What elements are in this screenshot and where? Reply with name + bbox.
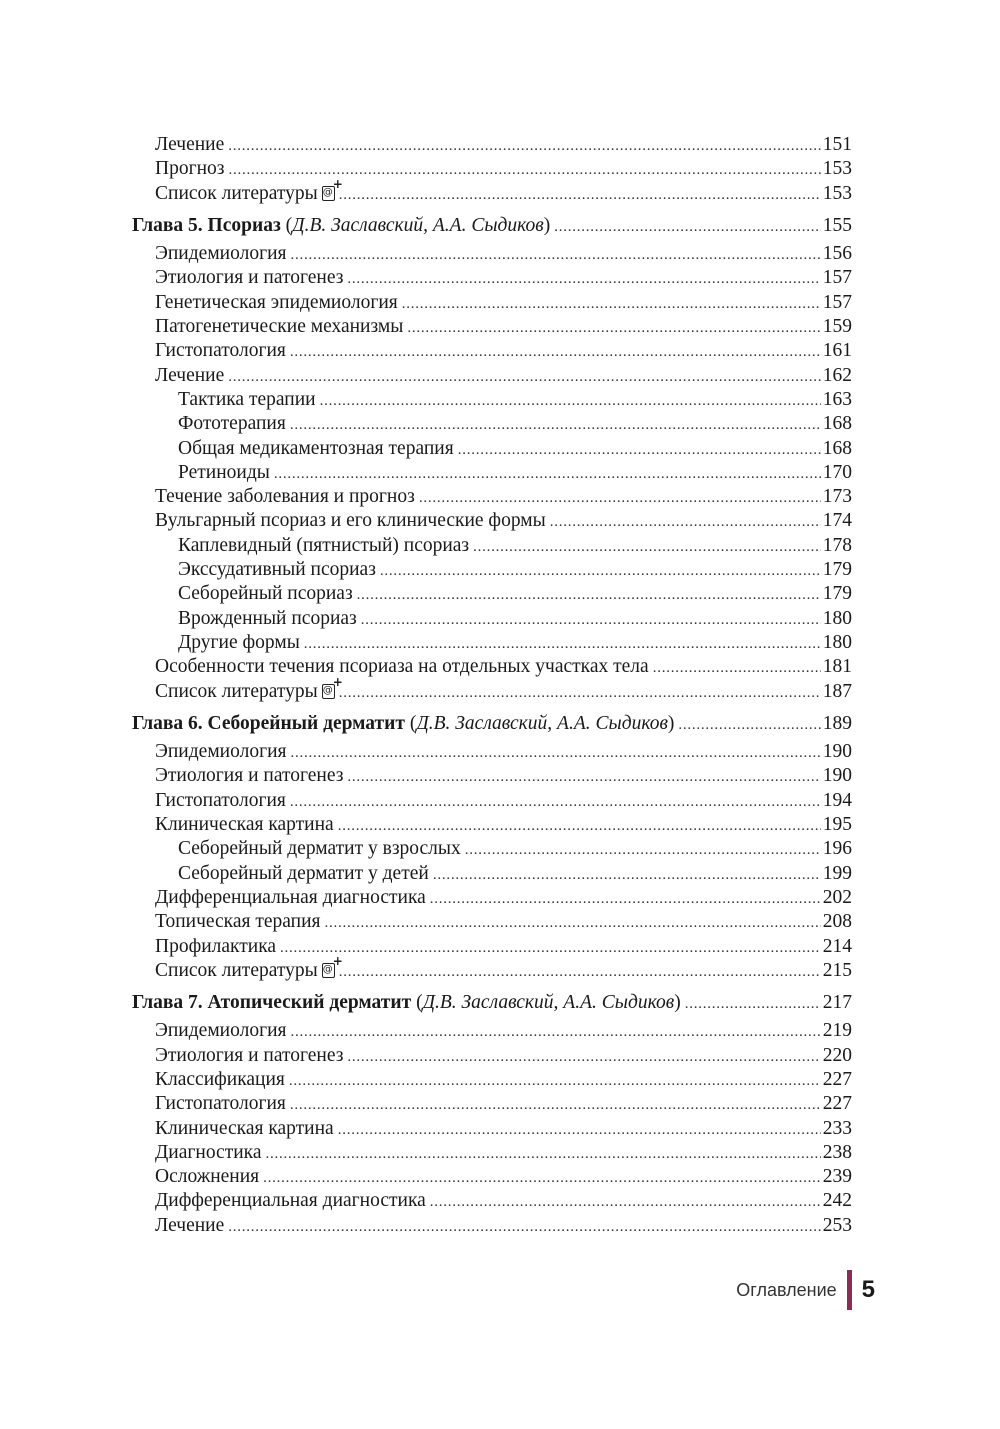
- toc-entry-title: [155, 910, 321, 934]
- dot-leader: [339, 182, 821, 207]
- section-title: Каплевидный (пятнистый) псориаз: [178, 534, 470, 556]
- section-title: Эпидемиология: [155, 243, 287, 265]
- dot-leader: [685, 991, 821, 1016]
- section-title: Прогноз: [155, 158, 225, 180]
- dot-leader: [228, 157, 820, 182]
- dot-leader: [347, 764, 820, 789]
- section-title: Список литературы: [155, 182, 318, 204]
- dot-leader: [550, 509, 821, 534]
- toc-entry-title: [155, 339, 286, 363]
- toc-entry-title: [155, 485, 415, 509]
- toc-entry[interactable]: [132, 886, 852, 910]
- toc-page-number: 233: [822, 1117, 852, 1139]
- section-title: Вульгарный псориаз и его клинические формы: [155, 510, 546, 532]
- toc-entry[interactable]: [132, 910, 852, 934]
- toc-entry-title: [155, 740, 286, 764]
- toc-page-number: 157: [822, 291, 852, 313]
- paren-open: (: [411, 992, 423, 1014]
- toc-entry[interactable]: [132, 534, 852, 558]
- toc-page-number: 157: [822, 267, 852, 289]
- toc-page-number: 189: [822, 712, 852, 734]
- toc-page-number: 238: [822, 1141, 852, 1163]
- toc-page-number: 227: [822, 1093, 852, 1115]
- section-title: Список литературы: [155, 680, 318, 702]
- chapter-authors: Д.В. Заславский, А.А. Сыдиков: [416, 712, 668, 734]
- section-title: Профилактика: [155, 935, 277, 957]
- toc-page-number: 179: [822, 583, 852, 605]
- toc-page-number: 170: [822, 461, 852, 483]
- section-title: Общая медикаментозная терапия: [178, 437, 454, 459]
- toc-page-number: 155: [822, 214, 852, 236]
- dot-leader: [407, 315, 820, 340]
- toc-entry-title: [155, 364, 224, 388]
- toc-page-number: 180: [822, 631, 852, 653]
- toc-entry[interactable]: [132, 582, 852, 606]
- toc-entry[interactable]: [132, 1141, 852, 1165]
- toc-page-number: 190: [822, 741, 852, 763]
- toc-entry[interactable]: [132, 680, 852, 704]
- dot-leader: [263, 1165, 821, 1190]
- dot-leader: [339, 959, 821, 984]
- toc-page-number: 219: [822, 1020, 852, 1042]
- section-title: Другие формы: [178, 631, 300, 653]
- toc-entry-title: [155, 886, 426, 910]
- toc-entry[interactable]: [132, 437, 852, 461]
- toc-entry[interactable]: [132, 607, 852, 631]
- dot-leader: [357, 582, 821, 607]
- toc-page-number: 239: [822, 1166, 852, 1188]
- dot-leader: [419, 485, 821, 510]
- toc-entry-title: [178, 412, 286, 436]
- toc-page-number: 161: [822, 340, 852, 362]
- toc-page-number: 253: [822, 1214, 852, 1236]
- toc-page-number: 199: [822, 862, 852, 884]
- toc-entry[interactable]: [132, 133, 852, 157]
- toc-entry[interactable]: [132, 1044, 852, 1068]
- section-title: Особенности течения псориаза на отдельных участках тела: [155, 656, 649, 678]
- dot-leader: [430, 886, 821, 911]
- dot-leader: [339, 680, 821, 705]
- toc-entry-title: [178, 582, 353, 606]
- section-title: Дифференциальная диагностика: [155, 1190, 426, 1212]
- section-title: Этиология и патогенез: [155, 1044, 344, 1066]
- toc-page-number: 202: [822, 886, 852, 908]
- paren-close: ): [667, 712, 675, 734]
- dot-leader: [430, 1189, 821, 1214]
- toc-entry-title: [178, 534, 469, 558]
- toc-entry-title: [178, 837, 461, 861]
- dot-leader: [338, 813, 821, 838]
- toc-entry[interactable]: [132, 935, 852, 959]
- toc-page-number: 181: [822, 656, 852, 678]
- toc-page-number: 174: [822, 510, 852, 532]
- toc-entry-title: [178, 437, 454, 461]
- toc-page-number: 159: [822, 316, 852, 338]
- chapter-title: Глава 6. Себорейный дерматит: [132, 712, 405, 734]
- dot-leader: [402, 291, 821, 316]
- toc-page-number: 153: [822, 182, 852, 204]
- dot-leader: [290, 242, 820, 267]
- toc-entry-title: [155, 509, 546, 533]
- chapter-title: Глава 5. Псориаз: [132, 214, 281, 236]
- toc-entry-title: [155, 655, 649, 679]
- toc-page-number: 168: [822, 413, 852, 435]
- dot-leader: [228, 1214, 821, 1239]
- dot-leader: [554, 214, 820, 239]
- toc-page-number: 220: [822, 1044, 852, 1066]
- toc-entry[interactable]: [132, 837, 852, 861]
- toc-entry-title: [155, 1214, 224, 1238]
- toc-entry-title: [155, 1019, 286, 1043]
- toc-page-number: 153: [822, 158, 852, 180]
- section-title: Себорейный псориаз: [178, 583, 353, 605]
- section-title: Список литературы: [155, 959, 318, 981]
- section-title: Себорейный дерматит у детей: [178, 862, 429, 884]
- toc-entry-title: [155, 1165, 259, 1189]
- toc-entry[interactable]: [132, 509, 852, 533]
- toc-entry[interactable]: [132, 339, 852, 363]
- paren-open: (: [280, 214, 293, 236]
- dot-leader: [228, 133, 821, 158]
- dot-leader: [290, 789, 821, 814]
- toc-entry[interactable]: [132, 789, 852, 813]
- dot-leader: [290, 740, 820, 765]
- toc-entry[interactable]: [132, 364, 852, 388]
- running-footer-section: Оглавление: [736, 1279, 837, 1300]
- toc-entry-title: [155, 935, 276, 959]
- toc-entry-title: [155, 680, 335, 704]
- toc-page-number: 194: [822, 789, 852, 811]
- toc-entry-title: [155, 1044, 343, 1068]
- dot-leader: [678, 712, 820, 737]
- section-title: Лечение: [155, 364, 225, 386]
- dot-leader: [290, 412, 821, 437]
- dot-leader: [290, 1019, 820, 1044]
- dot-leader: [465, 837, 821, 862]
- toc-entry[interactable]: [132, 157, 852, 181]
- toc-entry-title: [155, 1092, 286, 1116]
- toc-entry[interactable]: [132, 740, 852, 764]
- toc-entry-title: [155, 315, 403, 339]
- toc-chapter-entry[interactable]: [132, 991, 852, 1015]
- toc-entry-title: [155, 266, 343, 290]
- dot-leader: [274, 461, 821, 486]
- toc-entry-title: [178, 862, 429, 886]
- toc-entry[interactable]: [132, 1165, 852, 1189]
- section-title: Этиология и патогенез: [155, 267, 344, 289]
- dot-leader: [280, 935, 821, 960]
- toc-entry[interactable]: [132, 412, 852, 436]
- toc-entry[interactable]: [132, 242, 852, 266]
- toc-entry-title: [155, 291, 398, 315]
- dot-leader: [338, 1117, 821, 1142]
- toc-entry[interactable]: [132, 485, 852, 509]
- dot-leader: [347, 1044, 820, 1069]
- toc-entry-title: [155, 157, 224, 181]
- dot-leader: [289, 1068, 821, 1093]
- toc-page-number: 242: [822, 1190, 852, 1212]
- dot-leader: [653, 655, 821, 680]
- toc-page-number: 214: [822, 935, 852, 957]
- toc-page-number: 190: [822, 765, 852, 787]
- toc-entry[interactable]: [132, 182, 852, 206]
- dot-leader: [266, 1141, 821, 1166]
- toc-entry[interactable]: [132, 631, 852, 655]
- page-footer: [736, 1270, 875, 1310]
- toc-entry[interactable]: [132, 655, 852, 679]
- toc-chapter-entry[interactable]: [132, 214, 852, 238]
- dot-leader: [228, 364, 821, 389]
- toc-page-number: 196: [822, 838, 852, 860]
- toc-page-number: 180: [822, 607, 852, 629]
- toc-entry[interactable]: [132, 461, 852, 485]
- dot-leader: [304, 631, 821, 656]
- toc-entry[interactable]: [132, 1214, 852, 1238]
- toc-entry-title: [155, 789, 286, 813]
- toc-page-number: 168: [822, 437, 852, 459]
- toc-entry[interactable]: [132, 764, 852, 788]
- toc-entry[interactable]: [132, 1189, 852, 1213]
- dot-leader: [290, 339, 821, 364]
- toc-entry-title: [155, 1189, 426, 1213]
- toc-entry-title: [132, 214, 550, 238]
- toc-entry[interactable]: [132, 266, 852, 290]
- toc-page-number: 217: [822, 992, 852, 1014]
- toc-entry-title: [132, 991, 681, 1015]
- toc-entry-title: [155, 1141, 262, 1165]
- toc-entry-title: [155, 242, 286, 266]
- section-title: Гистопатология: [155, 1093, 286, 1115]
- chapter-authors: Д.В. Заславский, А.А. Сыдиков: [292, 214, 544, 236]
- toc-entry-title: [155, 133, 224, 157]
- toc-page-number: 178: [822, 534, 852, 556]
- toc-page-number: 195: [822, 814, 852, 836]
- paren-open: (: [404, 712, 417, 734]
- section-title: Топическая терапия: [155, 911, 321, 933]
- dot-leader: [290, 1092, 821, 1117]
- toc-entry[interactable]: [132, 291, 852, 315]
- toc-page-number: 151: [822, 134, 852, 155]
- section-title: Патогенетические механизмы: [155, 316, 404, 338]
- toc-entry-title: [132, 712, 674, 736]
- section-title: Генетическая эпидемиология: [155, 291, 398, 313]
- toc-entry-title: [155, 813, 334, 837]
- toc-entry[interactable]: [132, 1068, 852, 1092]
- toc-page-number: 173: [822, 486, 852, 508]
- paren-close: ): [674, 992, 681, 1014]
- dot-leader: [433, 862, 821, 887]
- toc-entry-title: [178, 558, 376, 582]
- section-title: Гистопатология: [155, 789, 286, 811]
- section-title: Себорейный дерматит у взрослых: [178, 838, 461, 860]
- toc-page-number: 162: [822, 364, 852, 386]
- ebook-plus-icon: [322, 963, 335, 978]
- toc-entry-title: [155, 182, 335, 206]
- section-title: Клиническая картина: [155, 1117, 334, 1139]
- section-title: Фототерапия: [178, 413, 286, 435]
- section-title: Тактика терапии: [178, 388, 316, 410]
- chapter-title: Глава 7. Атопический дерматит: [132, 992, 412, 1014]
- toc-entry-title: [178, 631, 300, 655]
- section-title: Экссудативный псориаз: [178, 559, 376, 581]
- toc-entry-title: [155, 959, 335, 983]
- toc-page-number: 215: [822, 959, 852, 981]
- ebook-plus-icon: [322, 684, 335, 699]
- section-title: Лечение: [155, 134, 225, 155]
- dot-leader: [380, 558, 821, 583]
- dot-leader: [347, 266, 820, 291]
- section-title: Эпидемиология: [155, 1020, 287, 1042]
- toc-page-number: 187: [822, 680, 852, 702]
- toc-entry-title: [155, 764, 343, 788]
- section-title: Течение заболевания и прогноз: [155, 486, 415, 508]
- toc-page-number: 156: [822, 243, 852, 265]
- table-of-contents: [132, 133, 852, 1238]
- toc-entry-title: [178, 461, 270, 485]
- section-title: Врожденный псориаз: [178, 607, 357, 629]
- toc-entry[interactable]: [132, 813, 852, 837]
- toc-entry-title: [155, 1117, 334, 1141]
- dot-leader: [320, 388, 821, 413]
- toc-page-number: 179: [822, 559, 852, 581]
- toc-entry-title: [155, 1068, 285, 1092]
- toc-entry-title: [178, 607, 357, 631]
- toc-entry-title: [178, 388, 316, 412]
- section-title: Ретиноиды: [178, 461, 270, 483]
- section-title: Этиология и патогенез: [155, 765, 344, 787]
- section-title: Дифференциальная диагностика: [155, 886, 426, 908]
- footer-divider: [847, 1270, 852, 1310]
- page-number: 5: [861, 1276, 875, 1303]
- ebook-plus-icon: [322, 186, 335, 201]
- dot-leader: [361, 607, 821, 632]
- toc-entry[interactable]: [132, 315, 852, 339]
- toc-entry[interactable]: [132, 1092, 852, 1116]
- paren-close: ): [543, 214, 551, 236]
- section-title: Осложнения: [155, 1166, 260, 1188]
- toc-page-number: 227: [822, 1068, 852, 1090]
- toc-entry[interactable]: [132, 1117, 852, 1141]
- toc-entry[interactable]: [132, 1019, 852, 1043]
- toc-entry[interactable]: [132, 862, 852, 886]
- section-title: Классификация: [155, 1068, 285, 1090]
- chapter-authors: Д.В. Заславский, А.А. Сыдиков: [422, 992, 675, 1014]
- section-title: Эпидемиология: [155, 741, 287, 763]
- toc-entry[interactable]: [132, 388, 852, 412]
- toc-entry[interactable]: [132, 959, 852, 983]
- toc-page-number: 163: [822, 388, 852, 410]
- toc-chapter-entry[interactable]: [132, 712, 852, 736]
- dot-leader: [473, 534, 821, 559]
- dot-leader: [325, 910, 821, 935]
- toc-page-number: 208: [822, 911, 852, 933]
- section-title: Гистопатология: [155, 340, 286, 362]
- dot-leader: [458, 437, 821, 462]
- toc-entry[interactable]: [132, 558, 852, 582]
- section-title: Лечение: [155, 1214, 225, 1236]
- section-title: Клиническая картина: [155, 814, 334, 836]
- section-title: Диагностика: [155, 1141, 262, 1163]
